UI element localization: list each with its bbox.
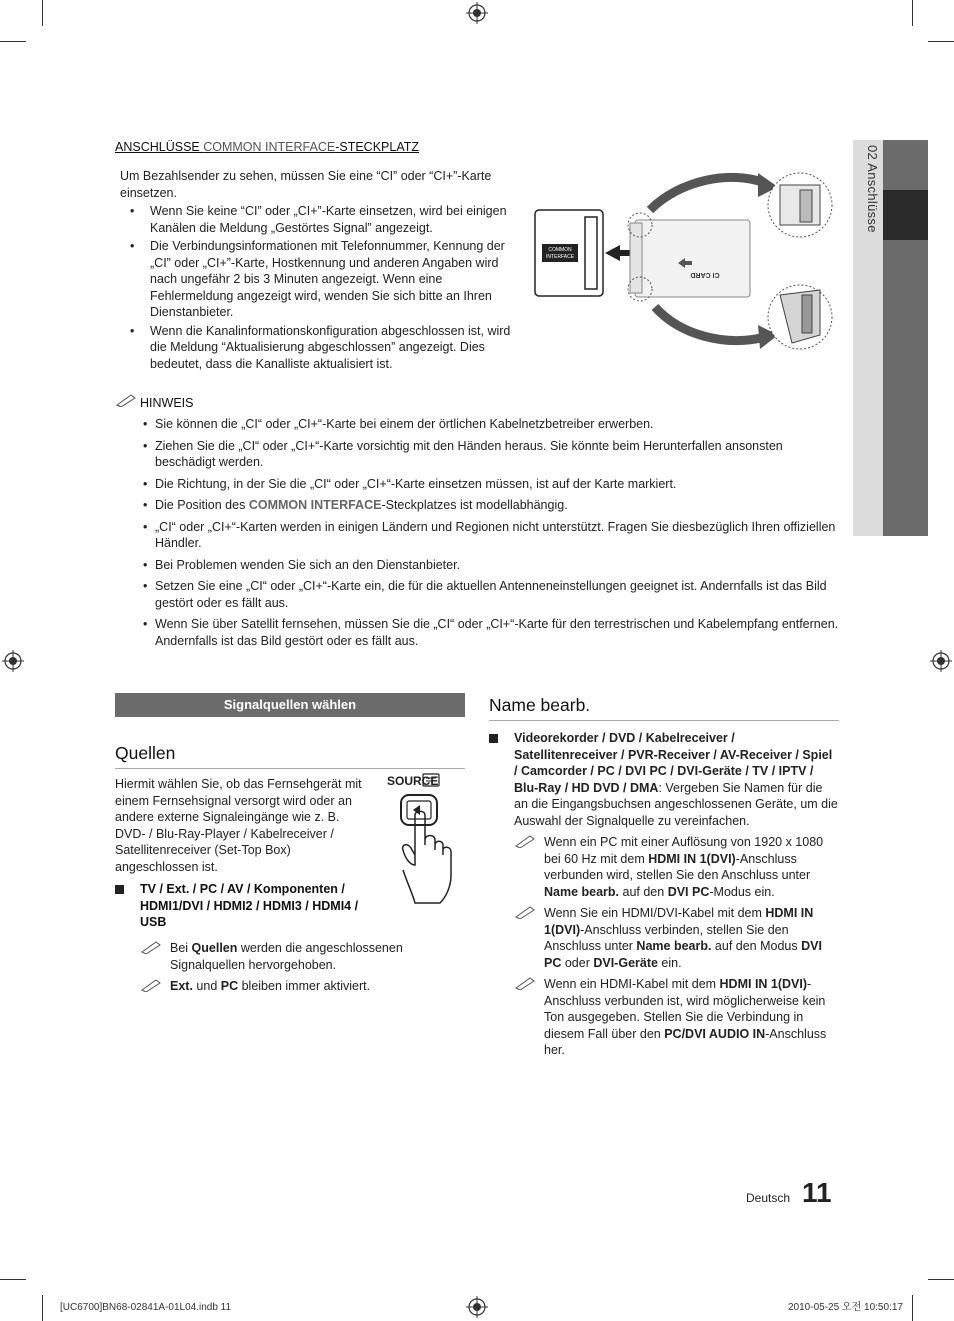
list-item: • Sie können die „CI“ oder „CI+“-Karte bei einem der örtlichen Kabelnetzbetreiber erwerben. bbox=[139, 416, 839, 433]
registration-mark-icon bbox=[2, 650, 24, 672]
crop-mark bbox=[912, 0, 913, 26]
note bbox=[514, 976, 839, 1059]
text-span: und bbox=[192, 979, 221, 993]
list-item: • Die Richtung, in der Sie die „CI“ oder „CI+“-Karte einsetzen müssen, ist auf der Karte markiert. bbox=[139, 476, 839, 493]
note-pencil-icon bbox=[514, 976, 536, 990]
text-span-bold: DVI PC bbox=[544, 939, 822, 970]
note bbox=[140, 940, 440, 973]
text-span: auf den Modus bbox=[711, 939, 802, 953]
registration-mark-icon bbox=[466, 1296, 488, 1318]
ci-text-block bbox=[120, 168, 515, 374]
text-span: Bei bbox=[170, 941, 192, 955]
text-span: werden die angeschlossenen Signalquellen hervorgehoben. bbox=[170, 941, 403, 972]
list-item-text: TV / Ext. / PC / AV / Komponenten / HDMI1/DVI / HDMI2 / HDMI3 / HDMI4 / USB bbox=[140, 882, 359, 929]
section-banner: Signalquellen wählen bbox=[115, 693, 465, 717]
crop-mark bbox=[928, 41, 954, 42]
text-span-bold: Ext. bbox=[170, 979, 193, 993]
text-span: -Modus ein. bbox=[709, 884, 775, 899]
name-bearb-heading: Name bearb. bbox=[489, 695, 591, 715]
side-tab-label: 02 Anschlüsse bbox=[865, 145, 880, 233]
hinweis-block bbox=[139, 416, 839, 654]
text-span: Die Position des bbox=[155, 498, 249, 512]
text-span: Wenn ein HDMI-Kabel mit dem bbox=[544, 977, 720, 991]
section-title-suffix: -STECKPLATZ bbox=[335, 140, 419, 154]
registration-mark-icon bbox=[466, 2, 488, 24]
text-span-bold: DVI PC bbox=[667, 884, 710, 899]
hinweis-title: HINWEIS bbox=[140, 396, 194, 410]
list-item: • Wenn Sie über Satellit fernsehen, müssen Sie die „CI“ oder „CI+“-Karte für den terrestrischen und Kabelempfang entfernen. Andernfalls ist das Bild gestört oder es fällt aus. bbox=[139, 616, 839, 649]
section-title-highlight: COMMON INTERFACE bbox=[203, 140, 336, 154]
note bbox=[514, 905, 839, 971]
square-bullet-icon bbox=[115, 885, 124, 894]
name-bearb-block bbox=[489, 730, 839, 1059]
section-title bbox=[115, 139, 419, 156]
note-pencil-icon bbox=[514, 834, 536, 848]
source-button-illustration bbox=[385, 770, 470, 905]
hinweis-list bbox=[139, 416, 839, 649]
note bbox=[514, 834, 839, 900]
text-span: oder bbox=[561, 955, 594, 970]
text-span: bleiben immer aktiviert. bbox=[238, 979, 371, 993]
list-item bbox=[139, 497, 839, 514]
list-item bbox=[115, 881, 365, 931]
crop-mark bbox=[912, 1295, 913, 1321]
text-span-bold: HDMI IN 1(DVI) bbox=[719, 977, 808, 991]
list-item: • „CI“ oder „CI+“-Karten werden in einigen Ländern und Regionen nicht unterstützt. Fragen Sie diesbezüglich Ihren offiziellen Händler. bbox=[139, 519, 839, 552]
page-number: 11 bbox=[802, 1177, 832, 1208]
quellen-body: Hiermit wählen Sie, ob das Fernsehgerät mit einem Fernsehsignal versorgt wird oder an andere externe Signaleingänge wie z. B. DVD- / Blu-Ray-Player / Kabelreceiver / Satellitenreceiver (Set-Top Box) angeschlossen ist. bbox=[115, 777, 362, 874]
heading-rule bbox=[115, 768, 465, 769]
text-span-bold: Quellen bbox=[191, 941, 238, 955]
list-item: • Bei Problemen wenden Sie sich an den Dienstanbieter. bbox=[139, 557, 839, 574]
text-span: Wenn Sie ein HDMI/DVI-Kabel mit dem bbox=[544, 906, 766, 920]
text-span: : Vergeben Sie Namen für die an die Eingangsbuchsen angeschlossenen Geräte, um die Auswahl der Signalquelle zu vereinfachen. bbox=[514, 780, 838, 828]
text-span: Wenn ein PC mit einer Auflösung von 1920 x 1080 bei 60 Hz mit dem bbox=[544, 835, 824, 866]
list-item: • Die Verbindungsinformationen mit Telefonnummer, Kennung der „CI” oder „CI+”-Karte, Hostkennung und anderen Angaben wird nach ungefähr 2 bis 3 Minuten angezeigt. Wenn eine Fehlermeldung angezeigt wird, wenden Sie sich bitte an Ihren Dienstanbieter. bbox=[120, 238, 515, 321]
crop-mark bbox=[928, 1279, 954, 1280]
text-span: -Steckplatzes ist modellabhängig. bbox=[381, 498, 568, 512]
text-span-bold: Name bearb. bbox=[636, 939, 712, 953]
note-pencil-icon bbox=[514, 905, 536, 919]
crop-mark bbox=[42, 0, 43, 26]
print-timestamp: 2010-05-25 오전 10:50:17 bbox=[788, 1302, 903, 1313]
text-span: -Anschluss verbunden ist, wird möglicherweise kein Ton ausgegeben. Stellen Sie die Verbindung in diesem Fall über den bbox=[544, 977, 826, 1041]
print-file-info: [UC6700]BN68-02841A-01L04.indb 11 bbox=[60, 1302, 232, 1313]
text-span-bold: DVI-Geräte bbox=[593, 955, 658, 970]
text-span: ein. bbox=[657, 955, 682, 970]
card-label: CI CARD bbox=[690, 271, 720, 278]
quellen-list bbox=[115, 881, 365, 931]
quellen-heading: Quellen bbox=[115, 743, 176, 763]
text-span-bold: HDMI IN 1(DVI) bbox=[648, 851, 736, 866]
text-span: -Anschluss verbunden wird, stellen Sie den Anschluss unter bbox=[544, 851, 811, 882]
ci-bullet-list bbox=[120, 203, 515, 372]
note bbox=[140, 978, 440, 995]
heading-rule bbox=[489, 720, 839, 721]
source-button-label: SOURCE bbox=[387, 774, 439, 788]
crop-mark bbox=[0, 1279, 26, 1280]
note-pencil-icon bbox=[140, 940, 162, 954]
text-span-bold: Videorekorder / DVD / Kabelreceiver / Satellitenreceiver / PVR-Receiver / AV-Receiver / Spiel / Camcorder / PC / DVI PC / DVI-Geräte / TV / IPTV / Blu-Ray / HD DVD / DMA bbox=[514, 731, 833, 795]
text-span: -Anschluss her. bbox=[544, 1026, 827, 1057]
text-span-bold: PC/DVI AUDIO IN bbox=[664, 1026, 766, 1041]
list-item: • Ziehen Sie die „CI“ oder „CI+“-Karte vorsichtig mit den Händen heraus. Sie könnte beim Herunterfallen ansonsten beschädigt werden. bbox=[139, 438, 839, 471]
slot-label-line2: INTERFACE bbox=[545, 254, 575, 260]
side-tab-marker bbox=[883, 190, 928, 240]
text-span-bold: PC bbox=[220, 979, 239, 993]
crop-mark bbox=[0, 41, 26, 42]
quellen-notes bbox=[140, 935, 440, 995]
text-span: auf den bbox=[619, 884, 668, 899]
text-span: -Anschluss verbinden, stellen Sie den Anschluss unter bbox=[544, 922, 789, 953]
section-title-prefix: ANSCHLÜSSE bbox=[115, 140, 204, 154]
text-span-bold: COMMON INTERFACE bbox=[248, 498, 382, 512]
note-pencil-icon bbox=[140, 978, 162, 992]
text-span-bold: Name bearb. bbox=[544, 884, 620, 899]
name-bearb-notes bbox=[489, 834, 839, 1059]
square-bullet-icon bbox=[489, 734, 498, 743]
registration-mark-icon bbox=[930, 650, 952, 672]
list-item: • Wenn die Kanalinformationskonfiguration abgeschlossen ist, wird die Meldung “Aktualisierung abgeschlossen” angezeigt. Dies bedeutet, dass die Kanalliste aktualisiert ist. bbox=[120, 323, 515, 373]
list-item: • Setzen Sie eine „CI“ oder „CI+“-Karte ein, die für die aktuellen Antenneneinstellungen geeignet ist. Andernfalls ist das Bild gestört oder es fällt aus. bbox=[139, 578, 839, 611]
crop-mark bbox=[42, 1295, 43, 1321]
note-pencil-icon bbox=[115, 393, 137, 407]
page-language: Deutsch bbox=[746, 1191, 791, 1205]
slot-label-line1: COMMON bbox=[548, 247, 572, 253]
ci-card-illustration bbox=[530, 165, 840, 355]
list-item: • Wenn Sie keine “CI” oder „CI+”-Karte einsetzen, wird bei einigen Kanälen die Meldung „Gestörtes Signal” angezeigt. bbox=[120, 203, 515, 236]
ci-intro: Um Bezahlsender zu sehen, müssen Sie eine “CI” oder “CI+”-Karte einsetzen. bbox=[120, 169, 492, 200]
list-item bbox=[489, 730, 839, 829]
text-span-bold: HDMI IN 1(DVI) bbox=[544, 906, 814, 937]
